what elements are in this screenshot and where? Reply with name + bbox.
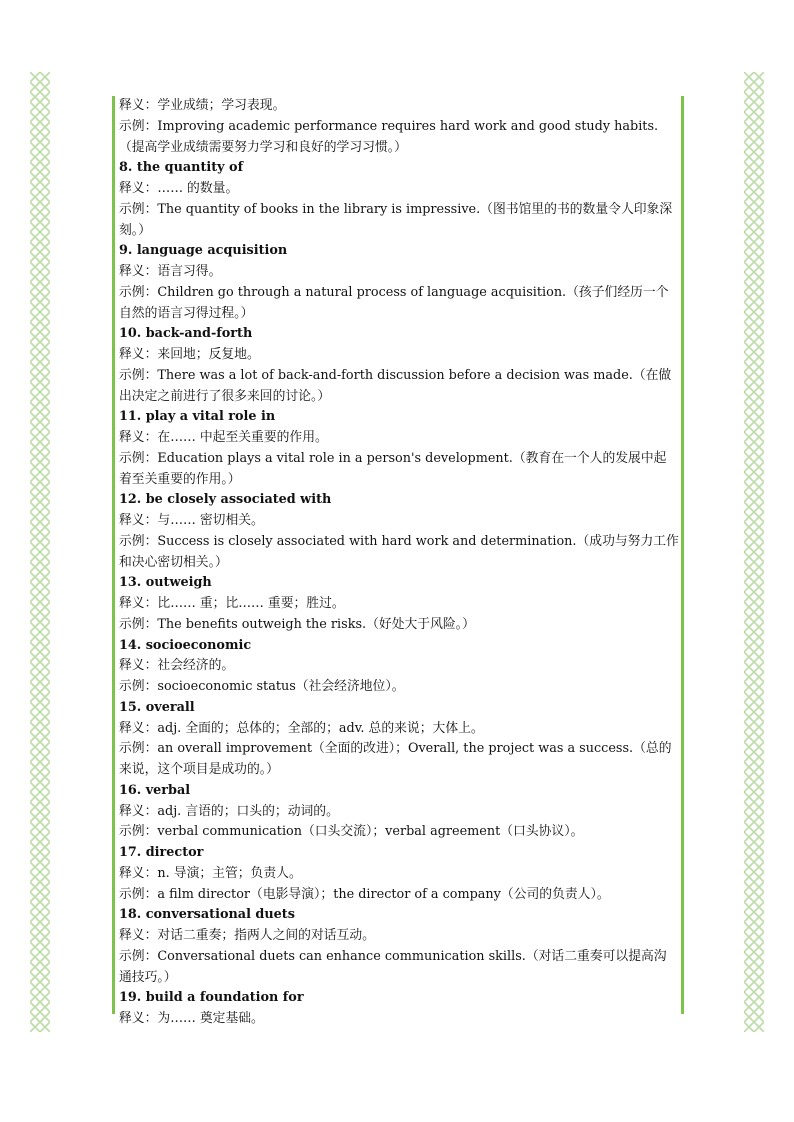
example-line: 示例：Education plays a vital role in a person's development.（教育在一个人的发展中起着至关重要的作用。）	[119, 450, 667, 487]
example-line: 示例：The benefits outweigh the risks.（好处大于风险。）	[119, 616, 475, 632]
vocab-term: 10. back-and-forth	[119, 326, 253, 342]
definition-line: 释义：adj. 言语的；口头的；动词的。	[119, 803, 339, 819]
vocab-term: 13. outweigh	[119, 575, 212, 591]
vocab-term: 17. director	[119, 845, 204, 860]
definition-line: 释义：学业成绩；学习表现。	[119, 98, 286, 113]
definition-line: 释义：来回地；反复地。	[119, 347, 260, 362]
definition-line: 释义：为…… 奠定基础。	[119, 1011, 264, 1026]
example-line: 示例：socioeconomic status（社会经济地位）。	[119, 679, 405, 694]
left-decorative-border	[30, 72, 50, 1032]
example-line: 示例：Conversational duets can enhance communication skills.（对话二重奏可以提高沟通技巧。）	[119, 948, 667, 985]
example-line: 示例：There was a lot of back-and-forth discussion before a decision was made.（在做出决定之前进行了很多来回的讨论。）	[119, 367, 672, 404]
right-decorative-border	[744, 72, 764, 1032]
definition-line: 释义：在…… 中起至关重要的作用。	[119, 430, 328, 445]
definition-line: 释义：比…… 重；比…… 重要；胜过。	[119, 596, 345, 611]
vocab-term: 16. verbal	[119, 782, 191, 798]
vocab-term: 18. conversational duets	[119, 907, 295, 923]
vocab-term: 9. language acquisition	[119, 243, 288, 259]
definition-line: 释义：社会经济的。	[119, 658, 235, 674]
definition-line: 释义：对话二重奏；指两人之间的对话互动。	[119, 928, 375, 943]
vocabulary-list	[119, 96, 679, 1030]
definition-line: 释义：…… 的数量。	[119, 181, 239, 196]
definition-line: 释义：语言习得。	[119, 264, 222, 279]
example-line: 示例：Success is closely associated with hard work and determination.（成功与努力工作和决心密切相关。）	[119, 533, 679, 570]
example-line: 示例：Children go through a natural process of language acquisition.（孩子们经历一个自然的语言习得过程。）	[119, 284, 669, 321]
vocab-term: 19. build a foundation for	[119, 990, 304, 1006]
definition-line: 释义：与…… 密切相关。	[119, 513, 264, 528]
example-line: 示例：The quantity of books in the library is impressive.（图书馆里的书的数量令人印象深刻。）	[119, 201, 673, 238]
vocab-term: 15. overall	[119, 699, 195, 715]
vocab-term: 12. be closely associated with	[119, 492, 332, 508]
left-green-rule	[112, 96, 115, 1014]
vocab-term: 11. play a vital role in	[119, 409, 276, 425]
example-line: 示例：an overall improvement（全面的改进）；Overall, the project was a success.（总的来说，这个项目是成功的。）	[119, 741, 672, 777]
right-green-rule	[681, 96, 684, 1014]
definition-line: 释义：n. 导演；主管；负责人。	[119, 865, 302, 881]
definition-line: 释义：adj. 全面的；总体的；全部的；adv. 总的来说；大体上。	[119, 720, 484, 736]
example-line: 示例：Improving academic performance requires hard work and good study habits.（提高学业成绩需要努力学习和良好的学习习惯。）	[119, 118, 659, 155]
example-line: 示例：verbal communication（口头交流）；verbal agreement（口头协议）。	[119, 824, 584, 840]
vocab-term: 8. the quantity of	[119, 160, 244, 176]
vocab-term: 14. socioeconomic	[119, 637, 252, 653]
example-line: 示例：a film director（电影导演）；the director of a company（公司的负责人）。	[119, 886, 610, 902]
